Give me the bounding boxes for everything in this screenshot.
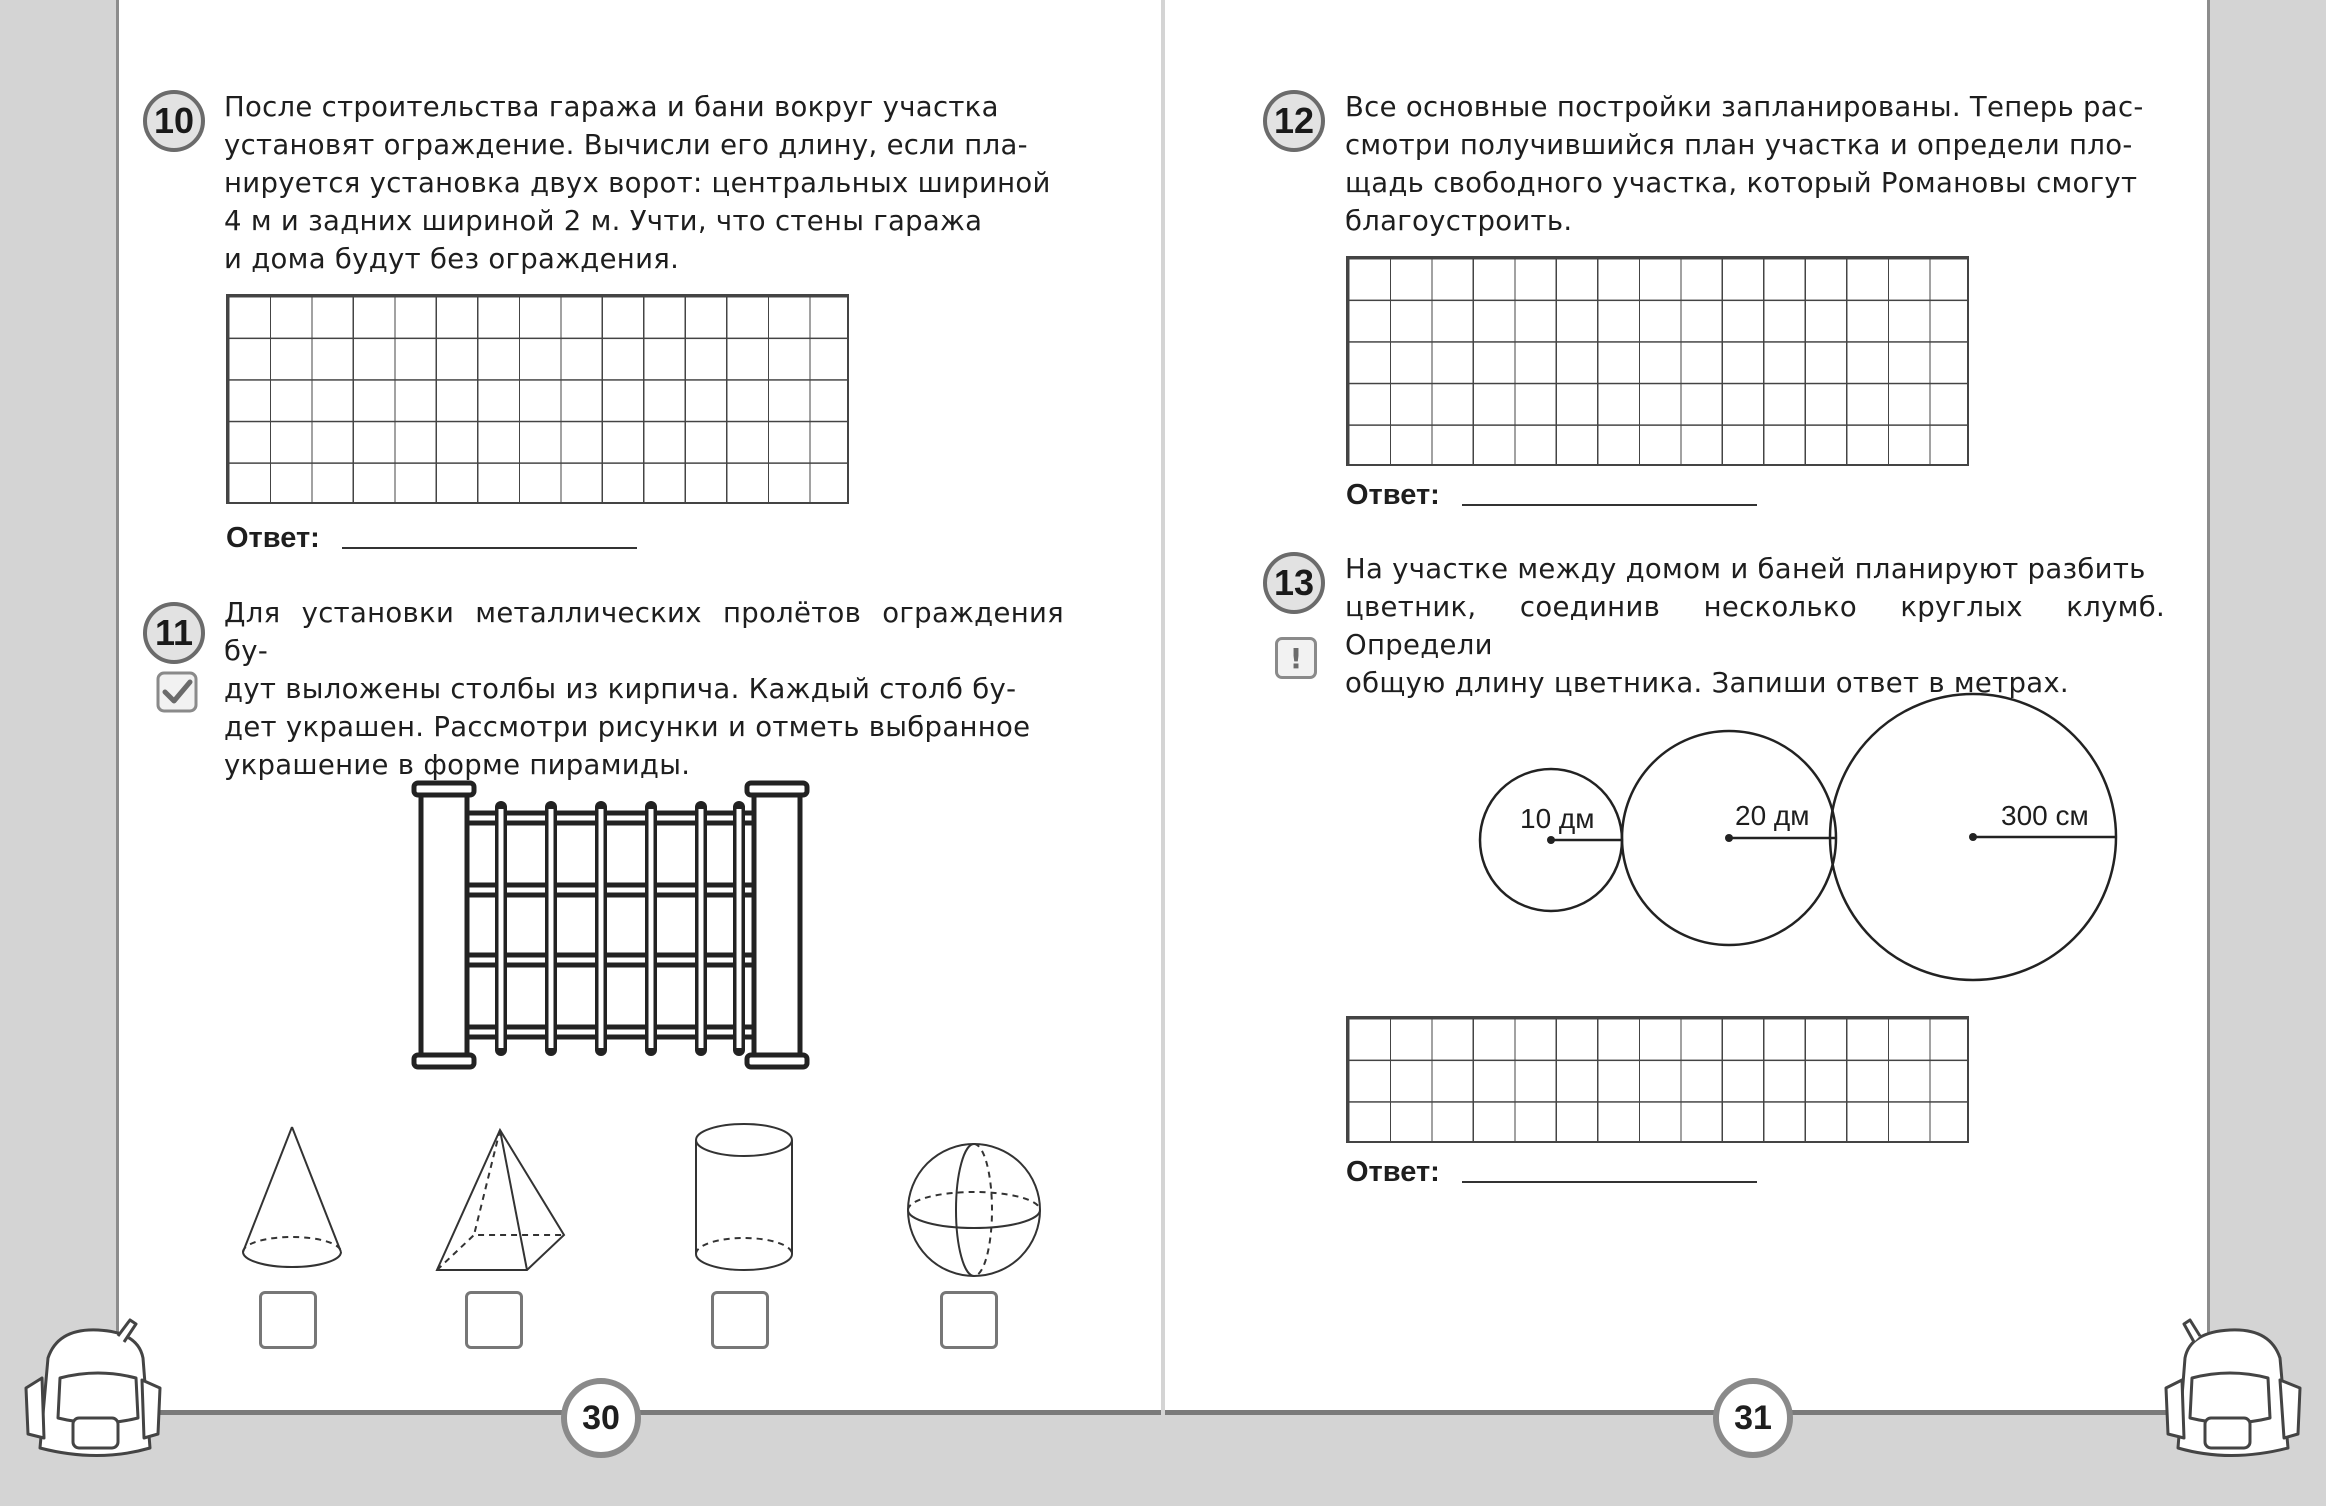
small-circle-label: 10 дм [1520, 803, 1595, 834]
task-13-text: На участке между домом и баней планируют разбить цветник, соединив несколько круглых клумб. Определи общую длину цветника. Запиши ответ в метрах. [1345, 553, 2165, 699]
task-13-number: 13 [1263, 552, 1325, 614]
task-10-answer-grid[interactable] [226, 294, 849, 504]
protractor-icon [2121, 344, 2193, 370]
protractor-icon [146, 387, 219, 440]
task-13-answer-line[interactable] [1462, 1181, 1757, 1183]
task-12-answer-grid[interactable] [1346, 256, 1969, 466]
left-page [116, 0, 1161, 1415]
pen-icon [153, 200, 207, 295]
cone-checkbox[interactable] [259, 1291, 317, 1349]
cone-shape [237, 1122, 347, 1282]
task-12-text: Все основные постройки запланированы. Теперь рас- смотри получившийся план участка и определи пло- щадь свободного участка, который Романовы смогут благоустроить. [1345, 91, 2144, 237]
books-icon [2119, 1170, 2184, 1247]
pushpin-icon [2141, 253, 2166, 290]
eraser-icon [156, 36, 202, 75]
pyramid-shape [432, 1125, 568, 1275]
sharpener-icon [2132, 40, 2175, 77]
pyramid-checkbox[interactable] [465, 1291, 523, 1349]
sharpener-icon [153, 1185, 209, 1262]
flowerbed-circles [1465, 685, 2145, 985]
fence-illustration [409, 775, 849, 1087]
task-13-answer: Ответ: [1346, 1156, 1757, 1189]
triangle-ruler-icon [155, 940, 209, 1010]
page-number-right: 31 [1713, 1378, 1793, 1458]
pen-icon [2129, 420, 2179, 508]
task-10-answer: Ответ: [226, 522, 637, 555]
task-10-answer-line[interactable] [342, 547, 637, 549]
sphere-checkbox[interactable] [940, 1291, 998, 1349]
backpack-icon [2160, 1318, 2310, 1468]
pencil-icon [2135, 1080, 2181, 1142]
backpack-icon [18, 1318, 168, 1468]
medium-circle-label: 20 дм [1735, 800, 1810, 831]
ruler-icon [146, 490, 204, 601]
task-10-number: 10 [143, 90, 205, 152]
task-12-answer-line[interactable] [1462, 504, 1757, 506]
large-circle-label: 300 см [2001, 800, 2089, 831]
right-page [1165, 0, 2210, 1415]
task-11-number: 11 [143, 602, 205, 664]
task-12-number: 12 [1263, 90, 1325, 152]
paperclip-icon [166, 310, 199, 357]
sphere-shape [904, 1140, 1044, 1280]
cylinder-checkbox[interactable] [711, 1291, 769, 1349]
task-13-answer-grid[interactable] [1346, 1016, 1969, 1143]
page-number-left: 30 [561, 1378, 641, 1458]
books-icon [145, 1070, 219, 1128]
checkmark-icon [155, 670, 199, 714]
task-12-answer: Ответ: [1346, 479, 1757, 512]
paperclip-icon [2145, 1010, 2165, 1045]
task-11-text: Для установки металлических пролётов ограждения бу- дут выложены столбы из кирпича. Каждый столб бу- дет украшен. Рассмотри рисунки и отметь выбранное украшение в форме пирамиды. [224, 597, 1064, 781]
notepad-icon [145, 816, 208, 894]
warning-icon: ! [1275, 637, 1317, 679]
task-10-text: После строительства гаража и бани вокруг участка установят ограждение. Вычисли его длину, если пла- нируется установка двух ворот: центральных шириной 4 м и задних шириной 2 м. Учти, что стены гаража и дома будут без ограждения. [224, 91, 1051, 275]
cylinder-shape [689, 1118, 799, 1278]
